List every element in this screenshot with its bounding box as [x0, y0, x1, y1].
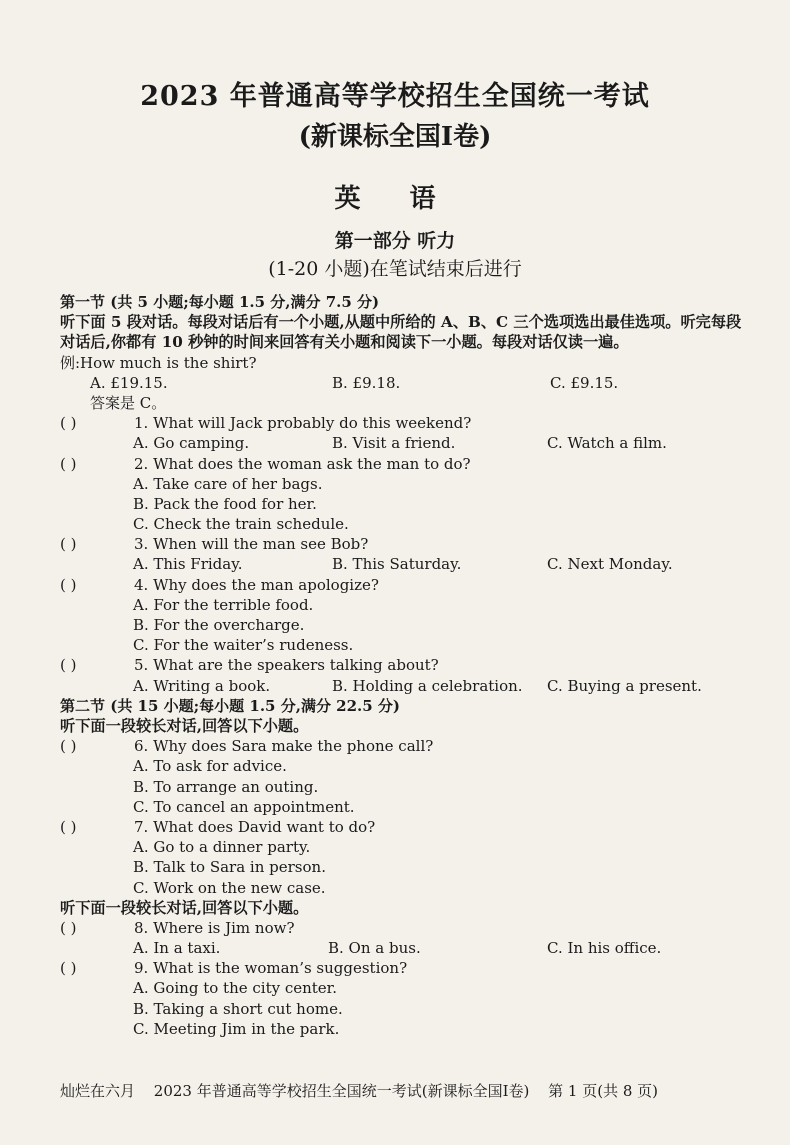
answer-blank[interactable]: ( ): [60, 414, 77, 433]
option-b: B. This Saturday.: [332, 555, 462, 574]
footer-brand: 灿烂在六月: [60, 1082, 136, 1100]
footer-exam: 2023 年普通高等学校招生全国统一考试(新课标全国Ⅰ卷): [153, 1082, 530, 1100]
section-1-instruction: 听下面 5 段对话。每段对话后有一个小题,从题中所给的 A、B、C 三个选项选出最佳选项。听完每段对话后,你都有 10 秒钟的时间来回答有关小题和阅读下一小题。每段对话仅读一遍。: [60, 313, 742, 352]
example-answer: 答案是 C。: [90, 393, 167, 412]
option-b: B. On a bus.: [328, 939, 421, 958]
example-option-b: B. £9.18.: [332, 373, 401, 392]
question-2: [60, 454, 750, 474]
question-8: [60, 918, 750, 938]
answer-blank[interactable]: ( ): [60, 575, 77, 594]
option-c: C. Buying a present.: [547, 676, 702, 695]
question-5-options: [60, 676, 750, 696]
answer-blank[interactable]: ( ): [60, 737, 77, 756]
question-stem: 7. What does David want to do?: [134, 817, 376, 836]
question-1-options: [60, 433, 750, 453]
question-stem: 3. When will the man see Bob?: [134, 535, 369, 554]
option-b: B. Holding a celebration.: [332, 676, 523, 695]
option-a: A. Take care of her bags.: [133, 474, 323, 493]
example-stem: 例:How much is the shirt?: [60, 353, 257, 372]
exam-subtitle: (新课标全国Ⅰ卷): [298, 122, 492, 152]
question-stem: 4. Why does the man apologize?: [134, 575, 379, 594]
option-c: C. Watch a film.: [547, 434, 667, 453]
option-b: B. Pack the food for her.: [133, 494, 317, 513]
section-2-title: 第二节 (共 15 小题;每小题 1.5 分,满分 22.5 分): [60, 696, 401, 715]
question-1: [60, 413, 750, 433]
answer-blank[interactable]: ( ): [60, 656, 77, 675]
option-a: A. In a taxi.: [133, 939, 221, 958]
option-c: C. Next Monday.: [547, 555, 673, 574]
answer-blank[interactable]: ( ): [60, 959, 77, 978]
option-a: A. To ask for advice.: [133, 757, 287, 776]
answer-blank[interactable]: ( ): [60, 454, 77, 473]
option-c: C. Work on the new case.: [133, 878, 326, 897]
part-note: (1-20 小题)在笔试结束后进行: [268, 258, 522, 280]
question-8-options: [60, 938, 750, 958]
option-b: B. For the overcharge.: [133, 616, 305, 635]
option-c: C. For the waiter’s rudeness.: [133, 636, 354, 655]
subject-title: 英 语: [334, 184, 456, 214]
question-stem: 6. Why does Sara make the phone call?: [134, 737, 434, 756]
example-option-a: A. £19.15.: [90, 373, 168, 392]
section-1-title: 第一节 (共 5 小题;每小题 1.5 分,满分 7.5 分): [60, 293, 380, 311]
question-stem: 5. What are the speakers talking about?: [134, 656, 439, 675]
question-3-options: [60, 554, 750, 574]
option-a: A. Go camping.: [133, 434, 250, 453]
question-stem: 1. What will Jack probably do this weekend?: [134, 414, 472, 433]
question-3: [60, 534, 750, 554]
question-stem: 8. Where is Jim now?: [134, 918, 295, 937]
page-footer: [60, 1080, 760, 1101]
question-9: [60, 958, 750, 978]
answer-blank[interactable]: ( ): [60, 535, 77, 554]
section-1: [60, 292, 750, 1039]
section-2-instruction: 听下面一段较长对话,回答以下小题。: [60, 717, 309, 735]
option-a: A. For the terrible food.: [133, 595, 314, 614]
answer-blank[interactable]: ( ): [60, 918, 77, 937]
question-stem: 2. What does the woman ask the man to do?: [134, 454, 471, 473]
option-c: C. Check the train schedule.: [133, 515, 349, 534]
option-b: B. To arrange an outing.: [133, 777, 319, 796]
exam-title: 2023 年普通高等学校招生全国统一考试: [140, 81, 650, 112]
question-6: [60, 736, 750, 756]
part-title: 第一部分 听力: [334, 230, 456, 252]
section-2-instruction-2: 听下面一段较长对话,回答以下小题。: [60, 898, 309, 917]
example-options: [60, 373, 750, 393]
option-b: B. Talk to Sara in person.: [133, 858, 326, 877]
question-4: [60, 575, 750, 595]
option-c: C. Meeting Jim in the park.: [133, 1019, 340, 1038]
option-b: B. Taking a short cut home.: [133, 999, 343, 1018]
option-c: C. To cancel an appointment.: [133, 797, 355, 816]
option-b: B. Visit a friend.: [332, 434, 456, 453]
answer-blank[interactable]: ( ): [60, 817, 77, 836]
footer-page-number: 第 1 页(共 8 页): [548, 1082, 659, 1100]
option-a: A. Going to the city center.: [133, 979, 337, 998]
question-stem: 9. What is the woman’s suggestion?: [134, 959, 408, 978]
question-5: [60, 655, 750, 675]
option-a: A. This Friday.: [133, 555, 243, 574]
question-7: [60, 817, 750, 837]
option-c: C. In his office.: [547, 939, 662, 958]
option-a: A. Writing a book.: [133, 676, 271, 695]
example-question: [60, 353, 750, 373]
option-a: A. Go to a dinner party.: [133, 838, 311, 857]
example-option-c: C. £9.15.: [550, 373, 619, 392]
